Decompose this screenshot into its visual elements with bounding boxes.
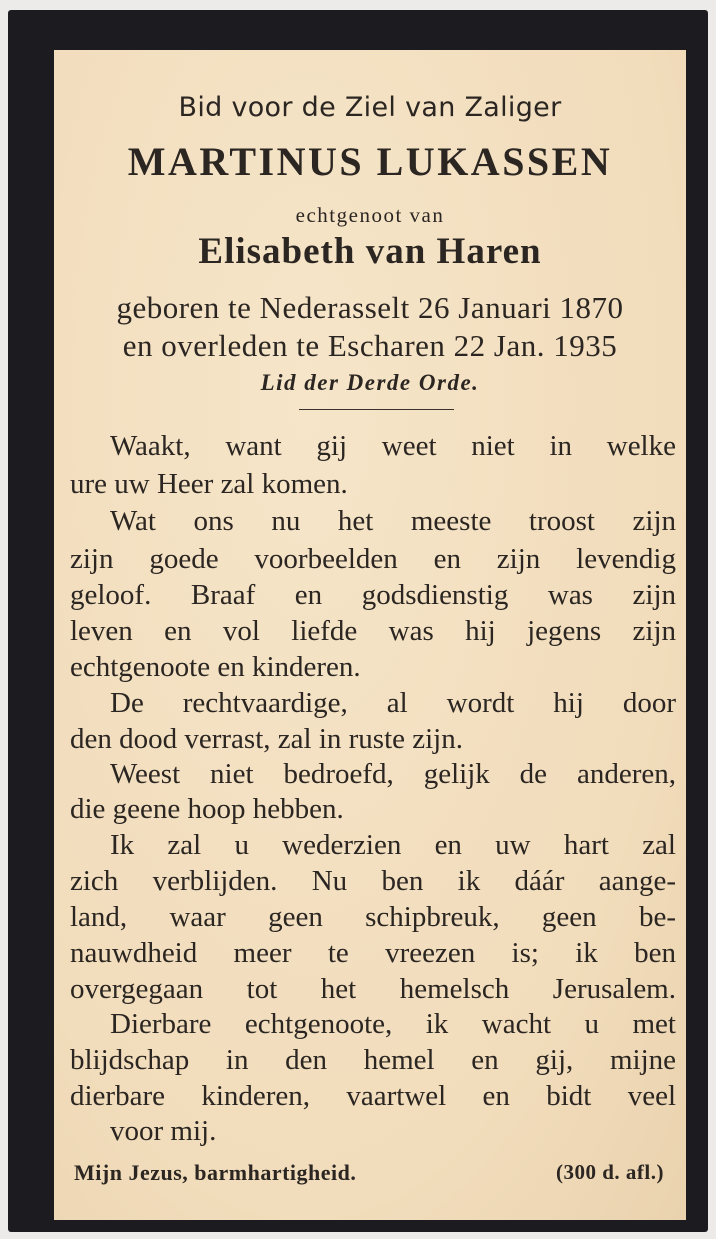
order-membership: Lid der Derde Orde. [260, 370, 480, 395]
birth-line: geboren te Nederasselt 26 Januari 1870 [116, 290, 624, 325]
indulgence-note: (300 d. afl.) [556, 1160, 664, 1184]
body-line: geloof. Braaf en godsdienstig was zijn [70, 579, 676, 611]
death-line: en overleden te Escharen 22 Jan. 1935 [122, 328, 618, 363]
divider-rule [299, 409, 454, 410]
body-line: voor mij. [110, 1115, 217, 1147]
body-line: echtgenoote en kinderen. [70, 651, 361, 683]
body-line: blijdschap in den hemel en gij, mijne [70, 1044, 676, 1076]
body-line: De rechtvaardige, al wordt hij door [110, 687, 676, 719]
mourning-card [8, 10, 708, 1232]
body-line: Waakt, want gij weet niet in welke [110, 430, 676, 462]
body-line: Weest niet bedroefd, gelijk de anderen, [110, 758, 676, 790]
body-line: dierbare kinderen, vaartwel en bidt veel [70, 1080, 676, 1112]
closing-prayer: Mijn Jezus, barmhartigheid. [74, 1160, 357, 1185]
prayer-request: Bid voor de Ziel van Zaliger [178, 92, 562, 123]
body-line: Ik zal u wederzien en uw hart zal [110, 829, 676, 861]
body-line: Wat ons nu het meeste troost zijn [110, 505, 676, 537]
body-line: ure uw Heer zal komen. [70, 468, 348, 500]
body-line: Dierbare echtgenoote, ik wacht u met [110, 1008, 676, 1040]
body-line: overgegaan tot het hemelsch Jerusalem. [70, 973, 676, 1005]
deceased-name: MARTINUS LUKASSEN [127, 139, 613, 184]
body-line: zijn goede voorbeelden en zijn levendig [70, 543, 676, 575]
body-line: nauwdheid meer te vreezen is; ik ben [70, 937, 676, 969]
spouse-intro: echtgenoot van [295, 203, 445, 227]
body-line: zich verblijden. Nu ben ik dáár aange- [70, 865, 676, 897]
body-line: die geene hoop hebben. [70, 793, 344, 825]
body-line: land, waar geen schipbreuk, geen be- [70, 901, 676, 933]
card-paper [54, 50, 686, 1220]
body-line: den dood verrast, zal in ruste zijn. [70, 723, 463, 755]
body-line: leven en vol liefde was hij jegens zijn [70, 615, 676, 647]
spouse-name: Elisabeth van Haren [198, 231, 542, 272]
